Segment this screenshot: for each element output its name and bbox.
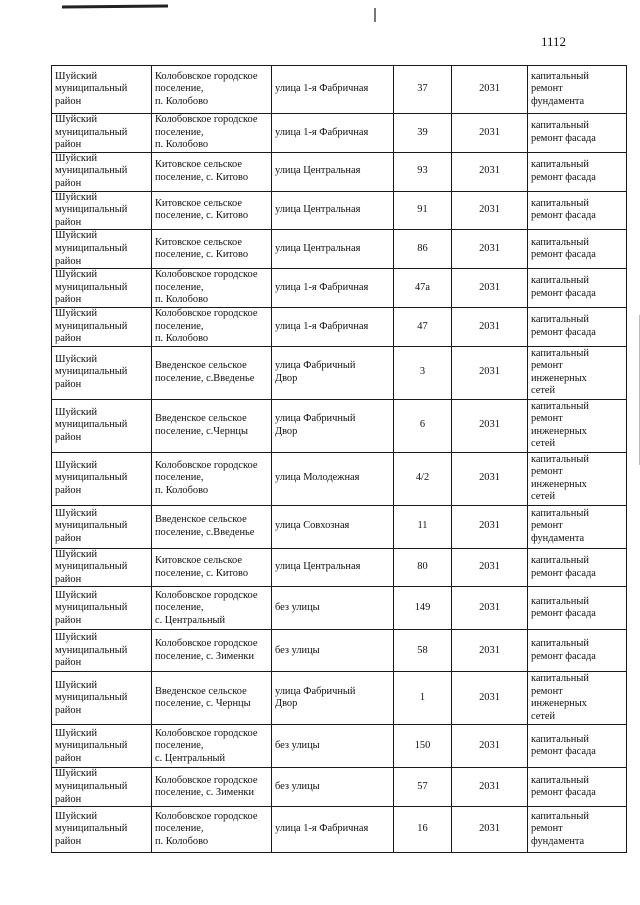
- settlement-line: поселение,: [155, 281, 204, 293]
- settlement-cell: [152, 630, 272, 672]
- settlement-line: п. Колобово: [155, 294, 209, 306]
- district-line: муниципальный: [55, 83, 128, 95]
- work-type-line: капитальный: [531, 70, 589, 82]
- district-line: Шуйский: [55, 307, 98, 319]
- year-cell: 2031: [452, 307, 528, 346]
- settlement-cell: [152, 548, 272, 587]
- work-type-line: ремонт: [531, 413, 563, 425]
- district-cell: [52, 399, 152, 452]
- district-cell: [52, 66, 152, 114]
- scan-artifact-line: [62, 4, 168, 8]
- work-type-line: капитальный: [531, 347, 589, 359]
- street-cell: [272, 66, 394, 114]
- district-line: Шуйский: [55, 459, 98, 471]
- work-type-line: капитальный: [531, 774, 589, 786]
- table-row: [52, 807, 627, 853]
- district-line: муниципальный: [55, 281, 128, 293]
- street-line: без улицы: [275, 644, 320, 656]
- district-line: район: [55, 614, 82, 626]
- street-line: улица Совхозная: [275, 520, 350, 532]
- district-line: Шуйский: [55, 632, 98, 644]
- work-type-line: сетей: [531, 711, 556, 723]
- year-cell: 2031: [452, 399, 528, 452]
- street-cell: [272, 630, 394, 672]
- work-type-line: капитальный: [531, 275, 589, 287]
- work-type-line: фундамента: [531, 95, 585, 107]
- district-line: район: [55, 836, 82, 848]
- street-cell: [272, 548, 394, 587]
- work-type-line: фундамента: [531, 836, 585, 848]
- work-type-line: капитальный: [531, 314, 589, 326]
- year-cell: 2031: [452, 346, 528, 399]
- work-type-line: инженерных: [531, 425, 587, 437]
- district-line: Шуйский: [55, 353, 98, 365]
- settlement-line: Колобовское городское: [155, 70, 258, 82]
- year-cell: 2031: [452, 452, 528, 505]
- settlement-line: Китовское сельское: [155, 236, 242, 248]
- street-cell: [272, 505, 394, 548]
- year-cell: 2031: [452, 269, 528, 308]
- settlement-cell: [152, 230, 272, 269]
- settlement-line: поселение, с. Чернцы: [155, 698, 251, 710]
- year-cell: 2031: [452, 587, 528, 630]
- street-line: Двор: [275, 425, 298, 437]
- settlement-line: поселение, с.Введенье: [155, 372, 255, 384]
- district-line: Шуйский: [55, 152, 98, 164]
- settlement-line: поселение,: [155, 83, 204, 95]
- district-line: муниципальный: [55, 472, 128, 484]
- district-line: район: [55, 294, 82, 306]
- district-line: Шуйский: [55, 727, 98, 739]
- district-line: район: [55, 484, 82, 496]
- district-cell: [52, 191, 152, 230]
- street-cell: [272, 346, 394, 399]
- district-line: муниципальный: [55, 520, 128, 532]
- district-line: Шуйский: [55, 548, 98, 560]
- work-type-line: капитальный: [531, 638, 589, 650]
- street-line: улица Фабричный: [275, 413, 356, 425]
- street-cell: [272, 230, 394, 269]
- settlement-line: поселение, с.Введенье: [155, 526, 255, 538]
- year-cell: 2031: [452, 725, 528, 768]
- settlement-line: поселение,: [155, 320, 204, 332]
- work-type-cell: [528, 630, 627, 672]
- work-type-cell: [528, 307, 627, 346]
- district-line: район: [55, 177, 82, 189]
- district-line: район: [55, 216, 82, 228]
- page-number: 1112: [541, 34, 567, 49]
- settlement-line: поселение,: [155, 602, 204, 614]
- house-number-cell: 3: [394, 346, 452, 399]
- work-type-line: фундамента: [531, 532, 585, 544]
- street-line: улица 1-я Фабричная: [275, 83, 369, 95]
- district-cell: [52, 505, 152, 548]
- street-line: улица Фабричный: [275, 360, 356, 372]
- table-row: [52, 630, 627, 672]
- district-line: Шуйский: [55, 269, 98, 281]
- settlement-cell: [152, 807, 272, 853]
- district-cell: [52, 807, 152, 853]
- district-line: муниципальный: [55, 242, 128, 254]
- street-line: без улицы: [275, 602, 320, 614]
- house-number-cell: 86: [394, 230, 452, 269]
- work-type-line: ремонт: [531, 685, 563, 697]
- work-type-cell: [528, 230, 627, 269]
- table-row: [52, 191, 627, 230]
- street-line: улица Молодежная: [275, 472, 360, 484]
- settlement-line: Введенское сельское: [155, 413, 247, 425]
- settlement-line: поселение, с. Китово: [155, 171, 249, 183]
- work-type-cell: [528, 587, 627, 630]
- district-line: район: [55, 657, 82, 669]
- district-line: муниципальный: [55, 204, 128, 216]
- settlement-line: поселение,: [155, 823, 204, 835]
- settlement-line: Колобовское городское: [155, 774, 258, 786]
- work-type-line: капитальный: [531, 236, 589, 248]
- house-number-cell: 47а: [394, 269, 452, 308]
- settlement-cell: [152, 346, 272, 399]
- work-type-line: капитальный: [531, 507, 589, 519]
- district-line: Шуйский: [55, 191, 98, 203]
- district-line: муниципальный: [55, 419, 128, 431]
- work-type-cell: [528, 269, 627, 308]
- settlement-line: Колобовское городское: [155, 307, 258, 319]
- settlement-cell: [152, 768, 272, 807]
- settlement-line: поселение,: [155, 126, 204, 138]
- settlement-line: Колобовское городское: [155, 459, 258, 471]
- settlement-cell: [152, 191, 272, 230]
- district-cell: [52, 230, 152, 269]
- settlement-line: поселение, с. Зименки: [155, 650, 255, 662]
- settlement-line: п. Колобово: [155, 95, 209, 107]
- street-line: Двор: [275, 698, 298, 710]
- district-cell: [52, 630, 152, 672]
- table-row: [52, 346, 627, 399]
- settlement-line: поселение,: [155, 472, 204, 484]
- district-cell: [52, 587, 152, 630]
- district-line: муниципальный: [55, 561, 128, 573]
- settlement-line: Введенское сельское: [155, 685, 247, 697]
- settlement-line: Введенское сельское: [155, 514, 247, 526]
- year-cell: 2031: [452, 672, 528, 725]
- settlement-cell: [152, 114, 272, 153]
- settlement-line: Колобовское городское: [155, 589, 258, 601]
- settlement-cell: [152, 152, 272, 191]
- table-row: [52, 152, 627, 191]
- work-type-line: капитальный: [531, 120, 589, 132]
- settlement-cell: [152, 66, 272, 114]
- district-line: муниципальный: [55, 781, 128, 793]
- work-type-line: ремонт фасада: [531, 171, 596, 183]
- district-line: Шуйский: [55, 70, 98, 82]
- repair-schedule-table: [51, 65, 627, 853]
- work-type-line: капитальный: [531, 595, 589, 607]
- district-line: Шуйский: [55, 230, 98, 242]
- district-line: Шуйский: [55, 406, 98, 418]
- house-number-cell: 16: [394, 807, 452, 853]
- year-cell: 2031: [452, 191, 528, 230]
- street-cell: [272, 269, 394, 308]
- work-type-cell: [528, 505, 627, 548]
- house-number-cell: 57: [394, 768, 452, 807]
- street-cell: [272, 768, 394, 807]
- settlement-cell: [152, 725, 272, 768]
- work-type-line: ремонт: [531, 466, 563, 478]
- district-line: муниципальный: [55, 320, 128, 332]
- table-row: [52, 269, 627, 308]
- district-line: Шуйский: [55, 114, 98, 125]
- work-type-line: ремонт фасада: [531, 249, 596, 261]
- street-cell: [272, 307, 394, 346]
- district-cell: [52, 768, 152, 807]
- year-cell: 2031: [452, 66, 528, 114]
- district-cell: [52, 725, 152, 768]
- work-type-line: капитальный: [531, 159, 589, 171]
- street-line: улица 1-я Фабричная: [275, 823, 369, 835]
- year-cell: 2031: [452, 114, 528, 153]
- settlement-line: Китовское сельское: [155, 159, 242, 171]
- table-row: [52, 587, 627, 630]
- district-line: район: [55, 573, 82, 585]
- district-line: район: [55, 333, 82, 345]
- settlement-line: Колобовское городское: [155, 269, 258, 281]
- district-line: муниципальный: [55, 126, 128, 138]
- settlement-cell: [152, 269, 272, 308]
- district-cell: [52, 114, 152, 153]
- work-type-line: ремонт фасада: [531, 326, 596, 338]
- year-cell: 2031: [452, 548, 528, 587]
- settlement-line: Китовское сельское: [155, 197, 242, 209]
- work-type-line: ремонт фасада: [531, 288, 596, 300]
- settlement-line: Колобовское городское: [155, 114, 258, 125]
- work-type-cell: [528, 768, 627, 807]
- district-line: район: [55, 255, 82, 267]
- district-cell: [52, 672, 152, 725]
- table-body: [52, 66, 627, 853]
- street-line: Двор: [275, 372, 298, 384]
- house-number-cell: 1: [394, 672, 452, 725]
- year-cell: 2031: [452, 807, 528, 853]
- settlement-cell: [152, 452, 272, 505]
- table-row: [52, 399, 627, 452]
- work-type-line: сетей: [531, 385, 556, 397]
- settlement-line: с. Центральный: [155, 614, 226, 626]
- work-type-cell: [528, 548, 627, 587]
- street-line: улица 1-я Фабричная: [275, 126, 369, 138]
- street-cell: [272, 399, 394, 452]
- street-cell: [272, 191, 394, 230]
- district-cell: [52, 452, 152, 505]
- district-line: район: [55, 378, 82, 390]
- table-row: [52, 452, 627, 505]
- settlement-line: п. Колобово: [155, 333, 209, 345]
- settlement-line: поселение, с.Чернцы: [155, 425, 248, 437]
- district-line: Шуйский: [55, 679, 98, 691]
- work-type-line: ремонт фасада: [531, 608, 596, 620]
- house-number-cell: 93: [394, 152, 452, 191]
- year-cell: 2031: [452, 230, 528, 269]
- street-line: улица Центральная: [275, 242, 361, 254]
- table-row: [52, 548, 627, 587]
- house-number-cell: 11: [394, 505, 452, 548]
- settlement-line: поселение, с. Китово: [155, 249, 249, 261]
- settlement-line: с. Центральный: [155, 752, 226, 764]
- work-type-line: инженерных: [531, 698, 587, 710]
- table-row: [52, 505, 627, 548]
- work-type-line: ремонт фасада: [531, 650, 596, 662]
- scan-artifact-mark: [374, 8, 376, 22]
- work-type-line: ремонт фасада: [531, 210, 596, 222]
- work-type-line: капитальный: [531, 554, 589, 566]
- house-number-cell: 80: [394, 548, 452, 587]
- street-cell: [272, 672, 394, 725]
- house-number-cell: 150: [394, 725, 452, 768]
- street-cell: [272, 152, 394, 191]
- settlement-line: Введенское сельское: [155, 360, 247, 372]
- street-cell: [272, 725, 394, 768]
- work-type-line: сетей: [531, 438, 556, 450]
- settlement-line: Колобовское городское: [155, 727, 258, 739]
- table-row: [52, 307, 627, 346]
- district-line: муниципальный: [55, 602, 128, 614]
- street-cell: [272, 807, 394, 853]
- year-cell: 2031: [452, 152, 528, 191]
- work-type-line: сетей: [531, 491, 556, 503]
- district-line: Шуйский: [55, 810, 98, 822]
- settlement-cell: [152, 307, 272, 346]
- work-type-line: инженерных: [531, 478, 587, 490]
- street-line: улица Центральная: [275, 165, 361, 177]
- settlement-line: поселение,: [155, 740, 204, 752]
- work-type-line: ремонт фасада: [531, 567, 596, 579]
- table-row: [52, 114, 627, 153]
- street-line: улица Центральная: [275, 204, 361, 216]
- work-type-cell: [528, 66, 627, 114]
- work-type-cell: [528, 346, 627, 399]
- settlement-cell: [152, 672, 272, 725]
- year-cell: 2031: [452, 505, 528, 548]
- settlement-line: поселение, с. Китово: [155, 567, 249, 579]
- work-type-line: ремонт фасада: [531, 132, 596, 144]
- work-type-cell: [528, 114, 627, 153]
- work-type-line: инженерных: [531, 372, 587, 384]
- street-cell: [272, 452, 394, 505]
- house-number-cell: 4/2: [394, 452, 452, 505]
- settlement-line: п. Колобово: [155, 484, 209, 496]
- settlement-cell: [152, 505, 272, 548]
- work-type-line: ремонт: [531, 823, 563, 835]
- district-line: Шуйский: [55, 507, 98, 519]
- work-type-line: капитальный: [531, 400, 589, 412]
- table-row: [52, 725, 627, 768]
- work-type-cell: [528, 152, 627, 191]
- district-line: район: [55, 752, 82, 764]
- settlement-line: Колобовское городское: [155, 810, 258, 822]
- street-line: улица 1-я Фабричная: [275, 320, 369, 332]
- work-type-line: ремонт: [531, 83, 563, 95]
- district-line: Шуйский: [55, 768, 98, 780]
- street-line: без улицы: [275, 781, 320, 793]
- district-line: район: [55, 95, 82, 107]
- work-type-line: ремонт: [531, 360, 563, 372]
- street-line: улица 1-я Фабричная: [275, 281, 369, 293]
- settlement-cell: [152, 587, 272, 630]
- work-type-line: капитальный: [531, 197, 589, 209]
- street-cell: [272, 587, 394, 630]
- district-line: муниципальный: [55, 644, 128, 656]
- settlement-line: поселение, с. Китово: [155, 210, 249, 222]
- district-line: район: [55, 431, 82, 443]
- work-type-cell: [528, 452, 627, 505]
- house-number-cell: 6: [394, 399, 452, 452]
- work-type-line: капитальный: [531, 733, 589, 745]
- year-cell: 2031: [452, 630, 528, 672]
- district-cell: [52, 152, 152, 191]
- settlement-line: поселение, с. Зименки: [155, 787, 255, 799]
- district-line: муниципальный: [55, 165, 128, 177]
- settlement-line: п. Колобово: [155, 139, 209, 151]
- year-cell: 2031: [452, 768, 528, 807]
- street-line: без улицы: [275, 740, 320, 752]
- district-cell: [52, 346, 152, 399]
- house-number-cell: 37: [394, 66, 452, 114]
- house-number-cell: 91: [394, 191, 452, 230]
- table-row: [52, 230, 627, 269]
- work-type-line: ремонт фасада: [531, 787, 596, 799]
- house-number-cell: 47: [394, 307, 452, 346]
- district-line: район: [55, 139, 82, 151]
- district-line: район: [55, 793, 82, 805]
- work-type-line: капитальный: [531, 810, 589, 822]
- settlement-line: п. Колобово: [155, 836, 209, 848]
- work-type-cell: [528, 725, 627, 768]
- district-line: район: [55, 532, 82, 544]
- work-type-cell: [528, 191, 627, 230]
- district-cell: [52, 269, 152, 308]
- house-number-cell: 39: [394, 114, 452, 153]
- settlement-line: Китовское сельское: [155, 554, 242, 566]
- work-type-line: ремонт: [531, 520, 563, 532]
- work-type-line: капитальный: [531, 673, 589, 685]
- district-line: муниципальный: [55, 823, 128, 835]
- work-type-line: ремонт фасада: [531, 746, 596, 758]
- district-line: район: [55, 704, 82, 716]
- settlement-cell: [152, 399, 272, 452]
- district-line: муниципальный: [55, 692, 128, 704]
- district-line: муниципальный: [55, 740, 128, 752]
- settlement-line: Колобовское городское: [155, 638, 258, 650]
- table-row: [52, 672, 627, 725]
- district-cell: [52, 548, 152, 587]
- table-row: [52, 768, 627, 807]
- street-cell: [272, 114, 394, 153]
- district-line: Шуйский: [55, 589, 98, 601]
- work-type-cell: [528, 672, 627, 725]
- street-line: улица Центральная: [275, 561, 361, 573]
- house-number-cell: 58: [394, 630, 452, 672]
- work-type-cell: [528, 807, 627, 853]
- work-type-cell: [528, 399, 627, 452]
- district-line: муниципальный: [55, 366, 128, 378]
- house-number-cell: 149: [394, 587, 452, 630]
- street-line: улица Фабричный: [275, 685, 356, 697]
- table-row: [52, 66, 627, 114]
- district-cell: [52, 307, 152, 346]
- work-type-line: капитальный: [531, 453, 589, 465]
